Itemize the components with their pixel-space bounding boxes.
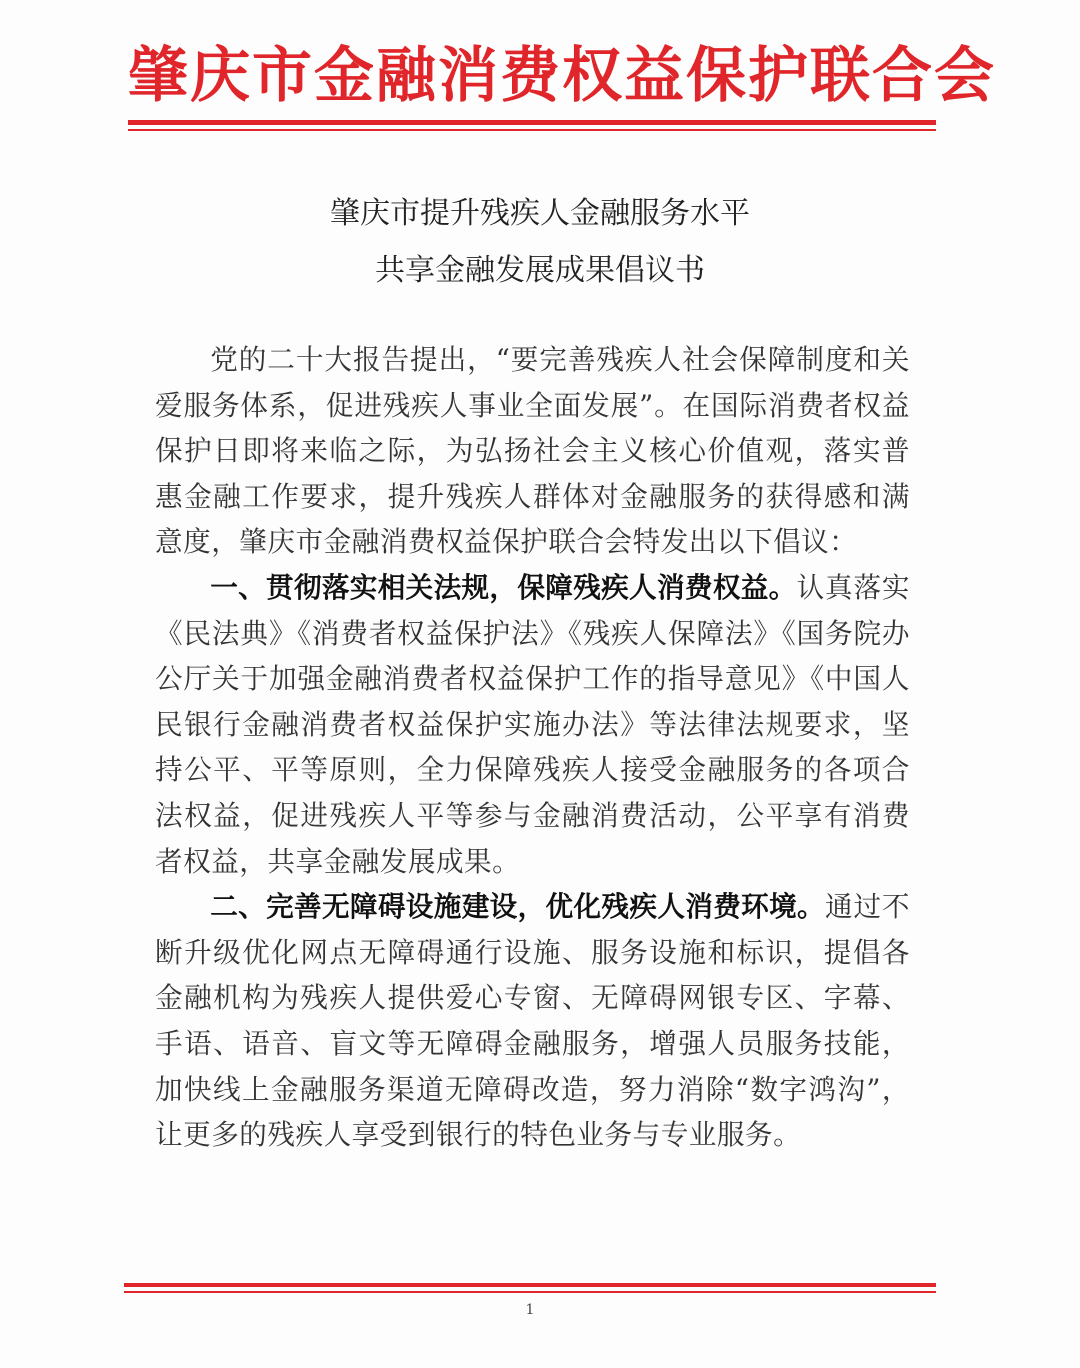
section-1-heading: 一、贯彻落实相关法规，保障残疾人消费权益。 bbox=[210, 570, 797, 604]
document-title-line-1: 肇庆市提升残疾人金融服务水平 bbox=[330, 196, 750, 231]
section-1-text: 认真落实《民法典》《消费者权益保护法》《残疾人保障法》《国务院办公厅关于加强金融消费者权益保护工作的指导意见》《中国人民银行金融消费者权益保护实施办法》等法律法规要求，坚持公平、平等原则，全力保障残疾人接受金融服务的各项合法权益，促进残疾人平等参与金融消费活动，公平享有消费者权益，共享金融发展成果。 bbox=[155, 570, 910, 878]
section-2-paragraph bbox=[155, 884, 910, 1158]
footer-rule-thick bbox=[124, 1283, 936, 1287]
intro-paragraph: 党的二十大报告提出，“要完善残疾人社会保障制度和关爱服务体系，促进残疾人事业全面发展”。在国际消费者权益保护日即将来临之际，为弘扬社会主义核心价值观，落实普惠金融工作要求，提升残疾人群体对金融服务的获得感和满意度，肇庆市金融消费权益保护联合会特发出以下倡议： bbox=[155, 343, 910, 559]
document-body bbox=[155, 337, 910, 1158]
section-1-paragraph bbox=[155, 565, 910, 884]
organization-header: 肇庆市金融消费权益保护联合会 bbox=[128, 41, 996, 111]
section-2-heading: 二、完善无障碍设施建设，优化残疾人消费环境。 bbox=[210, 890, 825, 924]
header-rule-thin bbox=[128, 129, 936, 131]
section-2-text: 通过不断升级优化网点无障碍通行设施、服务设施和标识，提倡各金融机构为残疾人提供爱心专窗、无障碍网银专区、字幕、手语、语音、盲文等无障碍金融服务，增强人员服务技能，加快线上金融服务渠道无障碍改造，努力消除“数字鸿沟”，让更多的残疾人享受到银行的特色业务与专业服务。 bbox=[155, 890, 910, 1152]
header-rule-thick bbox=[128, 120, 936, 125]
page-number: 1 bbox=[525, 1302, 535, 1318]
footer-rule-thin bbox=[124, 1291, 936, 1293]
document-title-line-2: 共享金融发展成果倡议书 bbox=[375, 253, 705, 288]
